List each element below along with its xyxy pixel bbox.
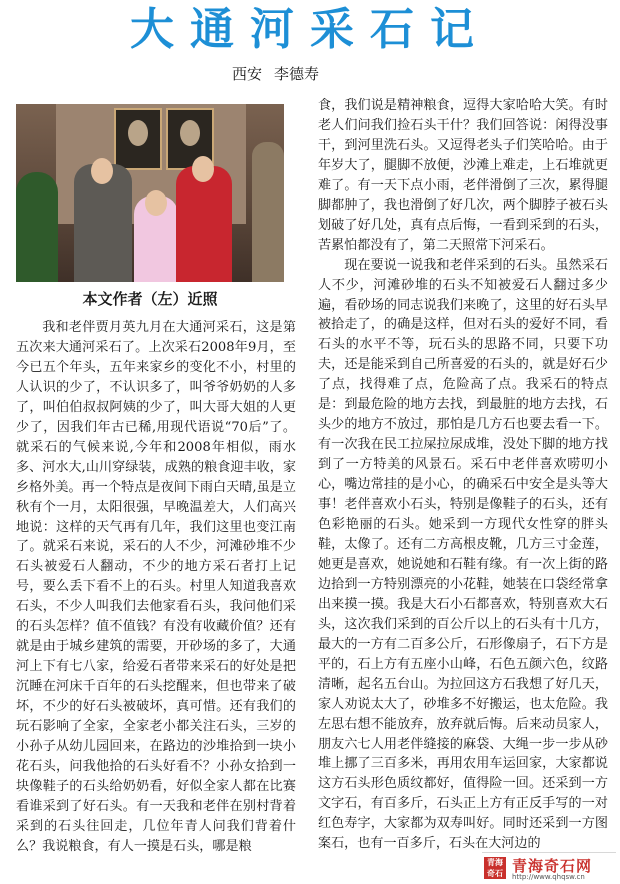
- paragraph-1: 我和老伴贾月英九月在大通河采石，这是第五次来大通河采石了。上次采石2008年9月，至今已五个年头，五年来家乡的变化不小，村里的人认识的少了，不认识多了，叫爷爷奶奶的人多了，叫伯伯叔叔阿姨的少了，叫大哥大姐的人更少了，因我们年古已稀,用现代语说“70后”了。就采石的气候来说,今年和2008年相似，雨水多、河水大,山川穿绿装，成熟的粮食迎丰收，家乡格外美。再一个特点是夜间下雨白天晴,虽是立秋有个一月，太阳很强，早晚温差大，人们高兴地说：这样的天气再有几年，我们这里也变江南了。就采石来说，采石的人不少，河滩砂堆不少石头被爱石人翻动，不少的地方采石者打上记号，要么丢下看不上的石头。村里人知道我喜欢石头，不少人叫我们去他家看石头，我问他们采的石头怎样？值不值钱？有没有收藏价值？还有就是由于城乡建筑的需要，开砂场的多了，大通河上下有七八家，给爱石者带来采石的好处是把沉睡在河床千百年的石头挖醒来，但也带来了破坏，不少的好石头被破坏，真可惜。还有我们的玩石影响了全家，全家老小都关注石头，三岁的小孙子从幼儿园回来，在路边的沙堆拾到一块小花石头，问我他拾的石头好看不？小孙女拾到一块像鞋子的石头给奶奶看，好似全家人都在比赛看谁采到了好石头。有一天我和老伴在别村背着采到的石头往回走，几位年青人问我们背着什么？我说粮食，有人一摸是石头，哪是粮: [16, 320, 296, 854]
- article-column-right: [318, 96, 608, 870]
- wall-portrait-left: [114, 108, 162, 170]
- author-photo: [16, 104, 284, 282]
- photo-head-middle: [145, 190, 167, 216]
- photo-head-left: [91, 158, 113, 184]
- photo-head-right: [192, 156, 214, 182]
- photo-person-right: [176, 166, 232, 282]
- byline: [232, 64, 412, 84]
- site-name: 青海奇石网: [512, 857, 593, 875]
- site-logo: [482, 852, 616, 883]
- author-place: 西安: [232, 65, 263, 83]
- seal-text-line2: 奇石: [487, 869, 503, 878]
- photo-caption: 本文作者（左）近照: [82, 290, 218, 308]
- seal-icon: [484, 857, 506, 879]
- paragraph-2: 现在要说一说我和老伴采到的石头。虽然采石人不少，河滩砂堆的石头不知被爱石人翻过多少遍，看砂场的同志说我们来晚了，这里的好石头早被拾走了，的确是这样，但对石头的爱好不同，看石头的水平不等，玩石头的思路不同，只要下功夫，还是能采到自己所喜爱的石头的，就是好石少了点，找得难了点，危险高了点。我采石的特点是：到最危险的地方去找，到最脏的地方去找，石头少的地方不放过，那怕是几方石也要去看一下。有一次我在民工拉屎拉尿成堆，没处下脚的地方找到了一方特美的风景石。采石中老伴喜欢唠叨小心，嘴边常挂的是小心，的确采石中安全是头等大事！老伴喜欢小石头，特别是像鞋子的石头，还有色彩艳丽的石头。她采到一方现代女性穿的胖头鞋，太像了。还有二方高根皮靴，几方三寸金莲，她更是喜欢，她说她和石鞋有缘。有一次上街的路边拾到一方特别漂亮的小花鞋，她装在口袋经常拿出来摸一摸。我是大石小石都喜欢，特别喜欢大石头，这次我们采到的百公斤以上的石头有十几方，最大的一方有二百多公斤，石形像扇子，石下方是平的，石上方有五座小山峰，石色五颜六色，纹路清晰，起名五台山。为拉回这方石我想了好几天，家人劝说太大了，砂堆多不好搬运，也太危险。我左思右想不能放弃，放弃就后悔。后来动员家人，朋友六七人用老伴缝接的麻袋、大绳一步一步从砂堆上挪了三百多米，再用农用车运回家，大家都说这方石头形色质纹都好，值得险一回。还采到一方文字石，有百多斤，石头正上方有正反手写的一对红色寿字，大家都为双寿叫好。同时还采到一方图案石，也有一百多斤，石头在大河边的: [318, 257, 608, 852]
- author-name: 李德寿: [274, 65, 320, 83]
- article-title: 大通河采石记: [130, 4, 490, 55]
- seal-text-line1: 青海: [487, 858, 503, 867]
- paragraph-1-continued: 食，我们说是精神粮食，逗得大家哈哈大笑。有时老人们问我们捡石头干什？我们回答说：闲得没事干，到河里洗石头。又逗得老头子们笑哈哈。由于年岁大了，腿脚不放便，沙滩上难走，上石堆就更难了。有一天下点小雨，老伴滑倒了三次，累得腿脚都肿了，我也滑倒了好几次，两个脚脖子被石头划破了好几处，真有点后悔，一看到采到的石头，苦累怕都没有了，第二天照常下河采石。: [318, 98, 608, 253]
- photo-plant: [16, 172, 58, 282]
- article-column-left: [16, 318, 296, 870]
- photo-stone: [252, 142, 284, 282]
- site-url: http://www.qhqsw.cn: [512, 873, 585, 881]
